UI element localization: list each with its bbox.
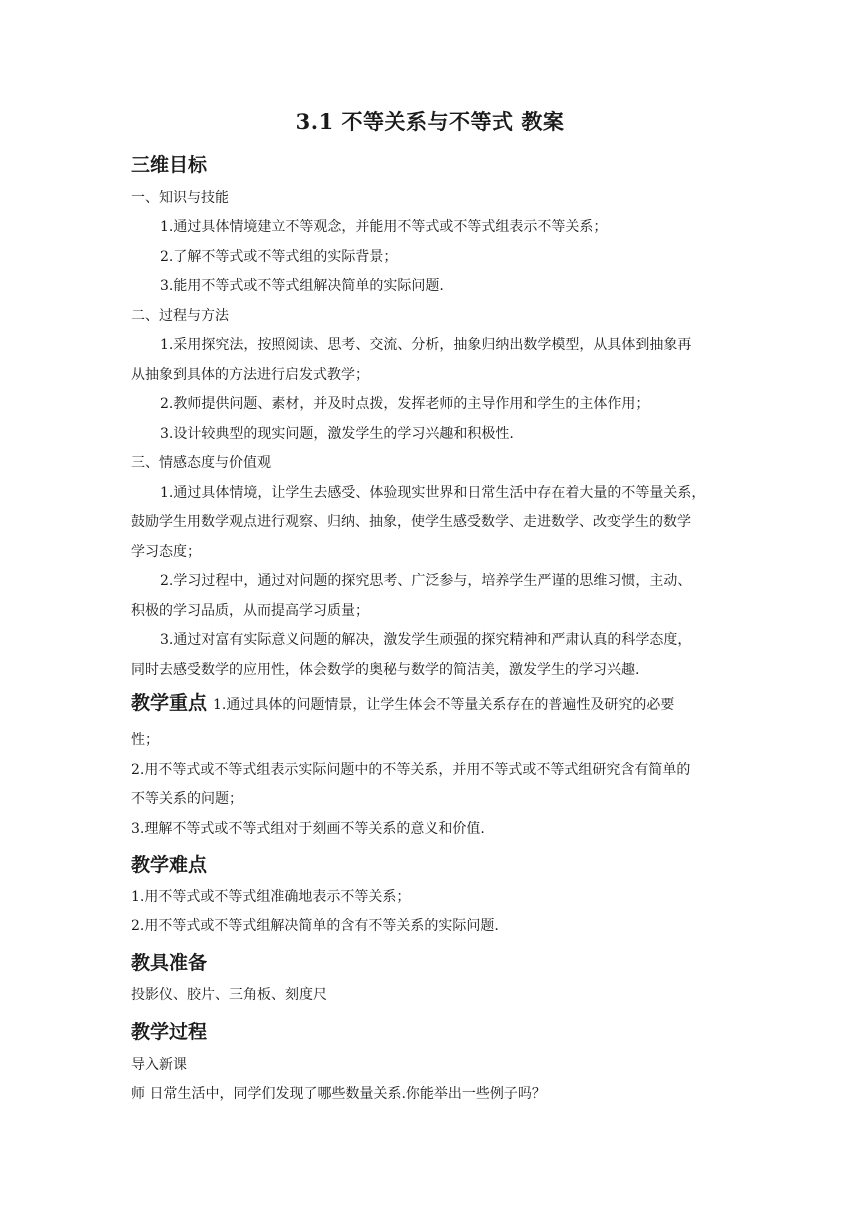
goal-item: 1.通过具体情境，让学生去感受、体验现实世界和日常生活中存在着大量的不等量关系， [160,485,706,501]
goal-item: 2.了解不等式或不等式组的实际背景； [160,249,398,265]
difficulty-line: 2.用不等式或不等式组解决简单的含有不等关系的实际问题. [131,918,499,934]
goal-item: 1.采用探究法，按照阅读、思考、交流、分析，抽象归纳出数学模型，从具体到抽象再 [160,337,692,353]
goal-item-continuation: 从抽象到具体的方法进行启发式教学； [131,367,369,383]
goal-item-continuation: 学习态度； [131,544,201,560]
process-line: 师 日常生活中，同学们发现了哪些数量关系.你能举出一些例子吗？ [131,1086,546,1102]
key-point-text: 1.通过具体的问题情景，让学生体会不等量关系存在的普遍性及研究的必要 [213,697,675,713]
key-point-line: 2.用不等式或不等式组表示实际问题中的不等关系，并用不等式或不等式组研究含有简单的 [131,762,691,778]
difficulty-line: 1.用不等式或不等式组准确地表示不等关系； [131,889,411,905]
heading-three-dimensional-goals: 三维目标 [131,154,208,176]
key-points-first-line [131,690,674,718]
goal-item: 2.学习过程中，通过对问题的探究思考、广泛参与，培养学生严谨的思维习惯，主动、 [160,573,692,589]
subheading-knowledge-skills: 一、知识与技能 [131,190,229,206]
goal-item: 1.通过具体情境建立不等观念，并能用不等式或不等式组表示不等关系； [160,219,608,235]
tools-line: 投影仪、胶片、三角板、刻度尺 [131,987,327,1003]
goal-item-continuation: 积极的学习品质，从而提高学习质量； [131,603,369,619]
subheading-process-methods: 二、过程与方法 [131,308,229,324]
key-point-line: 3.理解不等式或不等式组对于刻画不等关系的意义和价值. [131,821,485,837]
goal-item: 2.教师提供问题、素材，并及时点拨，发挥老师的主导作用和学生的主体作用； [160,396,650,412]
heading-teaching-process: 教学过程 [131,1021,208,1043]
subheading-emotion-values: 三、情感态度与价值观 [131,455,271,471]
key-point-line: 不等关系的问题； [131,791,243,807]
process-line: 导入新课 [131,1057,187,1073]
key-point-line: 性； [131,732,159,748]
heading-key-points: 教学重点 [131,692,208,714]
goal-item: 3.能用不等式或不等式组解决简单的实际问题. [160,278,444,294]
heading-tools: 教具准备 [131,952,208,974]
goal-item-continuation: 同时去感受数学的应用性，体会数学的奥秘与数学的简洁美，激发学生的学习兴趣. [131,662,640,678]
goal-item: 3.设计较典型的现实问题，激发学生的学习兴趣和积极性. [160,426,514,442]
document-title: 3.1 不等关系与不等式 教案 [295,109,565,134]
heading-difficulties: 教学难点 [131,854,208,876]
goal-item-continuation: 鼓励学生用数学观点进行观察、归纳、抽象，使学生感受数学、走进数学、改变学生的数学 [131,514,691,530]
goal-item: 3.通过对富有实际意义问题的解决，激发学生顽强的探究精神和严肃认真的科学态度， [160,632,692,648]
